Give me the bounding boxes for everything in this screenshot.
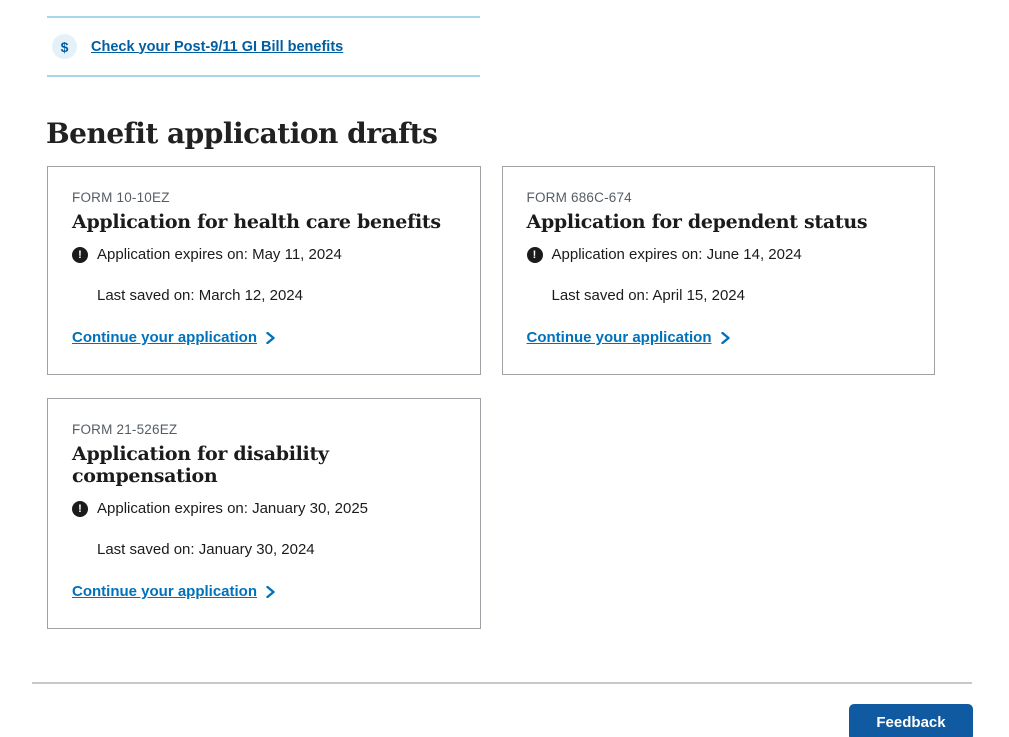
form-id-label: FORM 686C-674 — [526, 190, 632, 205]
form-id-label: FORM 10-10EZ — [72, 190, 170, 205]
chevron-right-icon — [266, 585, 275, 598]
gi-bill-row — [52, 34, 480, 59]
alert-info-icon: ! — [72, 247, 88, 263]
card-title: Application for disability compensation — [72, 443, 329, 487]
continue-application-row — [527, 329, 911, 346]
continue-application-link[interactable]: Continue your application — [526, 329, 712, 346]
continue-application-row — [72, 329, 456, 346]
last-saved-text: Last saved on: April 15, 2024 — [551, 287, 745, 304]
draft-cards-grid — [47, 166, 935, 629]
page-title: Benefit application drafts — [46, 117, 438, 150]
card-title: Application for health care benefits — [72, 211, 441, 233]
expiration-row — [72, 500, 456, 517]
draft-card-dependent-status — [502, 166, 936, 375]
expiration-text: Application expires on: January 30, 2025 — [97, 500, 369, 517]
footer-divider — [32, 682, 972, 684]
expiration-row — [72, 246, 456, 263]
last-saved-text: Last saved on: January 30, 2024 — [97, 541, 315, 558]
expiration-text: Application expires on: June 14, 2024 — [551, 246, 802, 263]
continue-application-row — [72, 583, 456, 600]
gi-bill-quick-link-section — [47, 16, 480, 77]
expiration-row — [527, 246, 911, 263]
chevron-right-icon — [266, 331, 275, 344]
alert-info-icon: ! — [527, 247, 543, 263]
form-id-label: FORM 21-526EZ — [72, 422, 178, 437]
expiration-text: Application expires on: May 11, 2024 — [97, 246, 342, 263]
last-saved-text: Last saved on: March 12, 2024 — [97, 287, 303, 304]
continue-application-link[interactable]: Continue your application — [72, 329, 258, 346]
card-title: Application for dependent status — [526, 211, 868, 233]
draft-card-health-care — [47, 166, 481, 375]
gi-bill-benefits-link[interactable]: Check your Post-9/11 GI Bill benefits — [91, 38, 344, 55]
dollar-sign-icon: $ — [52, 34, 77, 59]
alert-info-icon: ! — [72, 501, 88, 517]
feedback-button[interactable]: Feedback — [849, 704, 973, 737]
chevron-right-icon — [721, 331, 730, 344]
continue-application-link[interactable]: Continue your application — [72, 583, 258, 600]
draft-card-disability-compensation — [47, 398, 481, 629]
